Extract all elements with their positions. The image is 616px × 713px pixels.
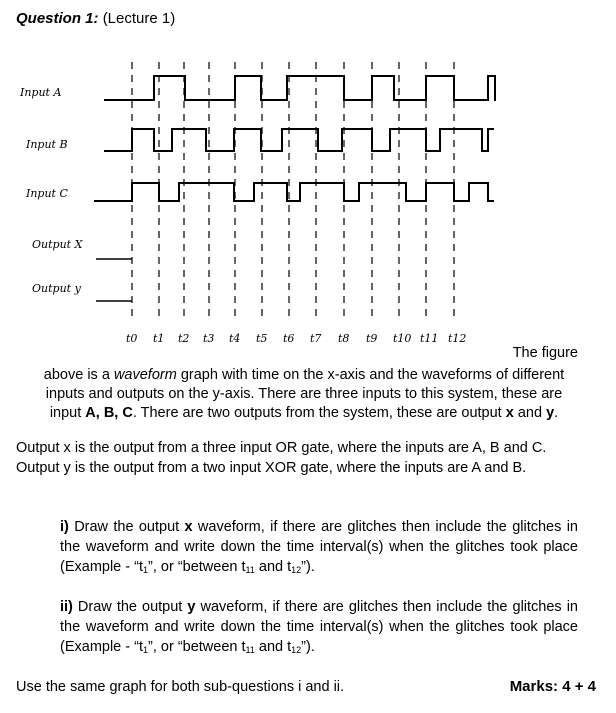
time-label: t10 [393, 332, 412, 345]
time-label: t9 [366, 332, 378, 345]
question-heading [16, 10, 175, 27]
lecture-ref: (Lecture 1) [102, 10, 176, 27]
signal-label: Input C [26, 187, 68, 200]
time-label: t1 [153, 332, 165, 345]
time-label: t5 [256, 332, 268, 345]
sub-question-ii: ii) Draw the output y waveform, if there are glitches then include the glitches in the waveform and write down the time interval(s) when the glitches took place (Example - “$t_1$”, or “between $t_{11}$ and $t_{12}$”). [60, 599, 578, 655]
question-label: Question 1: [16, 10, 99, 27]
time-label: t6 [283, 332, 295, 345]
desc-line-1: above is a waveform graph with time on the x-axis and the waveforms of different [43, 367, 565, 383]
time-label: t3 [203, 332, 215, 345]
time-label: t12 [448, 332, 467, 345]
time-label: t11 [420, 332, 439, 345]
desc-line-3: input A, B, C. There are two outputs from the system, these are output x and y. [49, 405, 559, 421]
time-label: t7 [310, 332, 322, 345]
time-label: t0 [126, 332, 138, 345]
desc-line-2: inputs and outputs on the y-axis. There are three inputs to this system, these are [45, 386, 563, 402]
signal-label: Output X [32, 238, 83, 251]
time-label: t4 [229, 332, 241, 345]
signal-label: Output y [32, 282, 81, 295]
waveform-figure [14, 56, 512, 354]
time-label: t8 [338, 332, 350, 345]
signal-label: Input A [20, 86, 62, 99]
signal-label: Input B [26, 138, 68, 151]
output-definition-paragraph: Output x is the output from a three input OR gate, where the inputs are A, B and C. Output y is the output from a two input XOR gate, where the inputs are A and B. [16, 440, 547, 476]
footer-note: Use the same graph for both sub-questions i and ii. [16, 679, 345, 695]
marks-label: Marks: 4 + 4 [509, 678, 596, 695]
figure-caption-tail: The figure [512, 345, 578, 361]
time-label: t2 [178, 332, 190, 345]
figure-description [26, 366, 582, 423]
sub-question-i: i) Draw the output x waveform, if there are glitches then include the glitches in the waveform and write down the time interval(s) when the glitches took place (Example - “$t_1$”, or “between $t_{11}$ and $t_{12}$”). [60, 519, 578, 575]
